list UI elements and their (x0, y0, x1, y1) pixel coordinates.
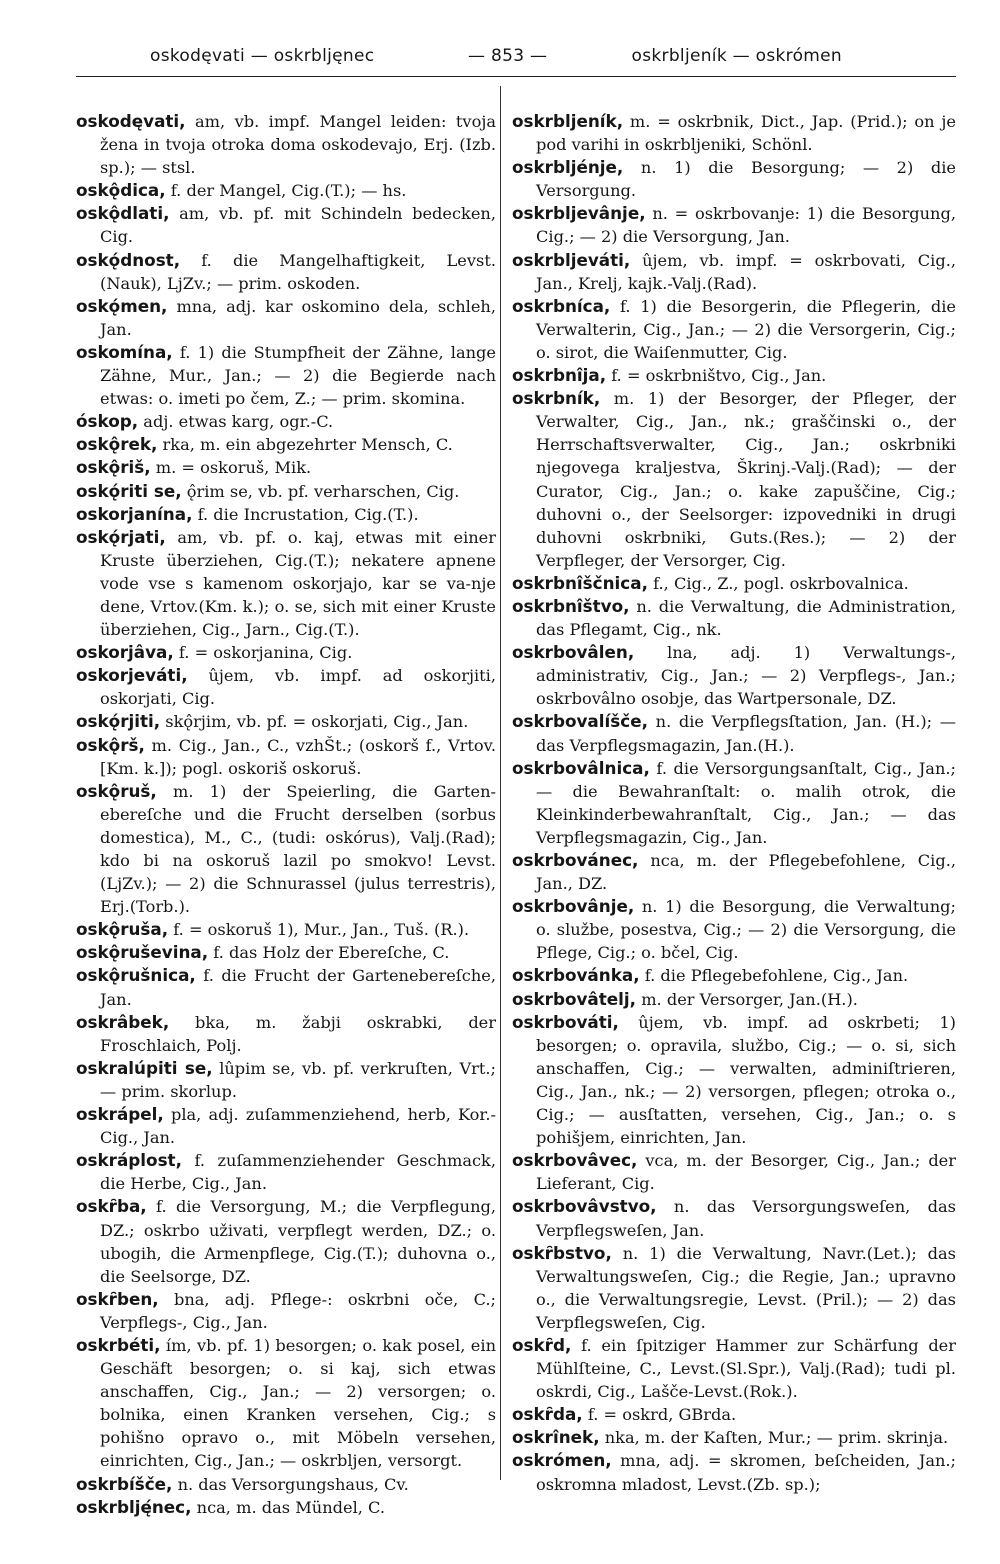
entry-definition: f. 1) die Besorgerin, die Pflegerin, die Verwalterin, Cig., Jan.; — 2) die Versorgerin, Cig.; o. sirot, die Waiſenmutter, Cig. (536, 296, 956, 362)
entry-definition: rka, m. ein abgezehrter Mensch, C. (157, 435, 453, 455)
entry-headword: oskȓbstvo, (512, 1242, 612, 1263)
entry-definition: m. 1) der Besorger, der Pfleger, der Verwalter, Cig., Jan., nk.; graščinski o., der Herrschaftsverwalter, Cig., Jan.; oskrbniki njegovega kraljestva, Škrinj.-Valj.(Rad); — der Curator, Cig., Jan.; o. kake zapuščine, Cig.; duhovni o., der Seelsorger: izpovedniki in drugi duhovni oskrbniki, Guts.(Res.); — 2) der Verpfleger, der Versorger, Cig. (536, 389, 956, 570)
entry-headword: oskrînek, (512, 1427, 600, 1448)
header-rule (76, 76, 956, 77)
dictionary-entry (76, 526, 496, 641)
entry-headword: oskǫ̂rek, (76, 434, 158, 455)
entry-headword: oskǫ̂rš, (76, 734, 145, 755)
entry-headword: oskrbljevânje, (512, 203, 646, 224)
dictionary-entry (76, 1473, 496, 1496)
entry-headword: oskǫ̂dica, (76, 180, 166, 201)
entry-definition: f. der Mangel, Cig.(T.); — hs. (165, 181, 407, 201)
entry-definition: ûjem, vb. impf. = oskrbovati, Cig., Jan., Krelj, kajk.-Valj.(Rad). (536, 250, 956, 293)
entry-headword: oskrápel, (76, 1104, 164, 1125)
entry-headword: oskrbovâlen, (512, 642, 635, 663)
entry-definition: n. 1) die Besorgung, die Verwaltung; o. službe, posestva, Cig.; — 2) die Versorgung, die Pflege, Cig.; o. bčel, Cig. (536, 897, 956, 963)
entry-definition: am, vb. pf. o. kaj, etwas mit einer Kruste überziehen, Cig.(T.); nekatere apnene vode vse s kamenom oskorjajo, kar se va-nje dene, Vrtov.(Km. k.); o. se, sich mit einer Kruste überziehen, Cig., Jarn., Cig.(T.). (100, 527, 496, 640)
dictionary-entry (76, 202, 496, 248)
dictionary-entry (512, 595, 956, 641)
dictionary-entry (512, 641, 956, 710)
entry-definition: f. die Mangelhaftigkeit, Levst. (Nauk), LjZv.; — prim. oskoden. (100, 250, 496, 293)
entry-definition: ûjem, vb. impf. ad oskrbeti; 1) besorgen; o. opravila, službo, Cig.; — o. si, sich anschaffen, Cig.; — verwalten, adminiſtrieren, Cig., Jan., nk.; — 2) versorgen, pflegen; otroka o., Cig.; — ausſtatten, versehen, Cig., Jan.; o. s pohišjem, einrichten, Jan. (536, 1012, 956, 1148)
dictionary-entry (512, 1426, 956, 1449)
entry-headword: oskrbovalíšče, (512, 711, 648, 732)
dictionary-entry (76, 456, 496, 479)
entry-definition: m. = oskrbnik, Dict., Jap. (Prid.); on je pod varihi in oskrbljeniki, Schönl. (536, 112, 956, 155)
dictionary-entry (76, 1011, 496, 1057)
entry-definition: f. zuſammenziehender Geschmack, die Herbe, Cig., Jan. (100, 1151, 496, 1194)
dictionary-entry (512, 1334, 956, 1403)
dictionary-entry (512, 757, 956, 849)
dictionary-entry (76, 480, 496, 503)
dictionary-entry (512, 202, 956, 248)
entry-headword: oskȓba, (76, 1196, 147, 1217)
entry-headword: oskrómen, (512, 1450, 612, 1471)
entry-headword: oskǫ́men, (76, 295, 168, 316)
entry-headword: oskǫ̂ruš, (76, 780, 157, 801)
dictionary-entry (512, 364, 956, 387)
entry-headword: oskrbljeník, (512, 111, 624, 131)
entry-definition: lûpim se, vb. pf. verkruſten, Vrt.; — prim. skorlup. (100, 1058, 496, 1101)
dictionary-entry (512, 1011, 956, 1150)
entry-definition: m. 1) der Speierling, die Garten-ebereſche und die Frucht derselben (sorbus domestica), M., C., (tudi: oskórus), Valj.(Rad); kdo bi na oskoruš lazil po smokvo! Levst. (LjZv.); — 2) die Schnurassel (julus terrestris), Erj.(Torb.). (100, 781, 496, 917)
dictionary-entry (512, 1242, 956, 1334)
entry-headword: oskrbováti, (512, 1011, 619, 1032)
entry-definition: f. die Versorgungsanſtalt, Cig., Jan.; — die Bewahranſtalt: o. malih otrok, die Kleinkinderbewahranſtalt, Cig., Jan.; — das Verpflegsmagazin, Cig., Jan. (536, 758, 956, 847)
entry-definition: n. 1) die Verwaltung, Navr.(Let.); das Verwaltungsweſen, Cig.; die Regie, Jan.; upravno o., die Verwaltungsregie, Levst. (Pril.); — 2) das Verpflegsweſen, Cig. (536, 1243, 956, 1332)
entry-definition: f. ein ſpitziger Hammer zur Schärfung der Mühlſteine, C., Levst.(Sl.Spr.), Valj.(Rad); tudi pl. oskrdi, Cig., Lašče-Levst.(Rok.). (536, 1335, 956, 1402)
page-number: — 853 — (468, 46, 548, 66)
dictionary-entry (512, 1449, 956, 1495)
dictionary-entry (76, 1496, 496, 1519)
entry-headword: oskomína, (76, 341, 173, 362)
entry-definition: ûjem, vb. impf. ad oskorjiti, oskorjati, Cig. (100, 666, 496, 709)
entry-definition: lna, adj. 1) Verwaltungs-, administrativ, Cig., Jan.; — 2) Verpflegs-, Jan.; oskrbovâlno osobje, das Wartpersonale, DZ. (536, 643, 956, 709)
entry-definition: f. die Incrustation, Cig.(T.). (192, 504, 419, 524)
entry-headword: oskorjeváti, (76, 665, 188, 686)
entry-headword: oskȓben, (76, 1288, 159, 1309)
entry-definition: f. das Holz der Ebereſche, C. (208, 943, 450, 963)
entry-headword: oskrâbek, (76, 1011, 170, 1032)
entry-definition: nca, m. das Mündel, C. (191, 1497, 385, 1517)
entry-definition: n. das Versorgungshaus, Cv. (172, 1474, 409, 1494)
dictionary-entry (76, 964, 496, 1010)
dictionary-entry (76, 710, 496, 733)
dictionary-entry (76, 1149, 496, 1195)
entry-headword: oskrbovâlnica, (512, 757, 650, 778)
entry-headword: oskorjâva, (76, 642, 174, 663)
entry-headword: oskrbnîja, (512, 365, 607, 386)
dictionary-entry (76, 1334, 496, 1473)
entry-headword: oskǫ́rjati, (76, 526, 166, 547)
dictionary-entry (76, 1288, 496, 1334)
header-left-guide-words: oskodęvati — oskrbljęnec (150, 46, 375, 66)
dictionary-entry (512, 1403, 956, 1426)
entry-headword: oskrbovánka, (512, 965, 640, 986)
entry-definition: f. 1) die Stumpfheit der Zähne, lange Zähne, Mur., Jan.; — 2) die Begierde nach etwas: o. imeti po čem, Z.; — prim. skomina. (100, 342, 496, 409)
entry-definition: f., Cig., Z., pogl. oskrbovalnica. (647, 573, 909, 593)
entry-definition: f. die Versorgung, M.; die Verpflegung, DZ.; oskrbo uživati, verpflegt werden, DZ.; o. ubogih, die Armenpflege, Cig.(T.); duhovna o., die Seelsorge, DZ. (100, 1197, 496, 1286)
entry-headword: oskrbéti, (76, 1334, 161, 1355)
dictionary-entry (76, 1057, 496, 1103)
entry-definition: ǫ̂rim se, vb. pf. verharschen, Cig. (181, 481, 460, 501)
entry-headword: oskǫ̂riš, (76, 457, 151, 478)
entry-definition: f. = oskrbništvo, Cig., Jan. (606, 366, 827, 386)
dictionary-entry (512, 895, 956, 964)
entry-headword: óskop, (76, 411, 139, 432)
entry-headword: oskralúpiti se, (76, 1057, 213, 1078)
entry-definition: nka, m. der Kaſten, Mur.; — prim. skrinja. (599, 1428, 949, 1448)
dictionary-entry (512, 572, 956, 595)
dictionary-entry (76, 780, 496, 919)
entry-definition: bka, m. žabji oskrabki, der Froschlaich, Polj. (100, 1012, 496, 1055)
entry-headword: oskǫ̂ruša, (76, 919, 169, 940)
entry-definition: nca, m. der Pflegebefohlene, Cig., Jan., DZ. (536, 851, 956, 894)
dictionary-entry (76, 918, 496, 941)
entry-headword: oskǫ̂rušnica, (76, 965, 196, 986)
entry-headword: oskrbljénje, (512, 157, 624, 178)
entry-definition: m. der Versorger, Jan.(H.). (636, 989, 858, 1009)
dictionary-entry (76, 295, 496, 341)
entry-definition: adj. etwas karg, ogr.-C. (138, 412, 334, 432)
dictionary-entry (76, 664, 496, 710)
dictionary-entry (76, 110, 496, 179)
dictionary-entry (76, 1195, 496, 1287)
dictionary-entry (512, 156, 956, 202)
dictionary-entry (512, 1149, 956, 1195)
entry-headword: oskȓd, (512, 1334, 572, 1355)
entry-headword: oskrbovâvstvo, (512, 1196, 657, 1217)
entry-definition: n. = oskrbovanje: 1) die Besorgung, Cig.; — 2) die Versorgung, Jan. (536, 204, 956, 247)
entry-definition: am, vb. pf. mit Schindeln bedecken, Cig. (100, 204, 496, 247)
entry-definition: n. die Verpflegsſtation, Jan. (H.); — das Verpflegsmagazin, Jan.(H.). (536, 712, 956, 755)
entry-definition: mna, adj. kar oskomino dela, schleh, Jan. (100, 296, 496, 339)
entry-headword: oskǫ́dnost, (76, 249, 181, 270)
entry-definition: m. = oskoruš, Mik. (150, 458, 312, 478)
entry-headword: oskǫ̂ruševina, (76, 942, 209, 963)
entry-definition: n. 1) die Besorgung; — 2) die Versorgung. (536, 158, 956, 201)
dictionary-entry (512, 710, 956, 756)
entry-definition: am, vb. impf. Mangel leiden: tvoja žena in tvoja otroka doma oskodevajo, Erj. (Izb. sp.); — stsl. (100, 112, 496, 178)
right-column (512, 110, 956, 1496)
entry-definition: f. = oskrd, GBrda. (582, 1405, 737, 1425)
dictionary-entry (76, 341, 496, 410)
entry-definition: f. = oskoruš 1), Mur., Jan., Tuš. (R.). (168, 920, 470, 940)
dictionary-entry (512, 1195, 956, 1241)
dictionary-entry (76, 410, 496, 433)
entry-headword: oskráplost, (76, 1150, 182, 1171)
entry-headword: oskrbnîštvo, (512, 595, 630, 616)
dictionary-entry (76, 641, 496, 664)
dictionary-entry (512, 110, 956, 156)
entry-definition: vca, m. der Besorger, Cig., Jan.; der Lieferant, Cig. (536, 1151, 956, 1194)
entry-definition: skǫ̂rjim, vb. pf. = oskorjati, Cig., Jan. (160, 712, 469, 732)
entry-headword: oskrbljeváti, (512, 249, 631, 270)
entry-headword: oskrbíšče, (76, 1473, 173, 1494)
entry-definition: f. die Pflegebefohlene, Cig., Jan. (639, 966, 909, 986)
entry-definition: mna, adj. = skromen, beſcheiden, Jan.; oskromna mladost, Levst.(Zb. sp.); (536, 1451, 956, 1494)
dictionary-entry (512, 387, 956, 572)
entry-headword: oskrbník, (512, 388, 601, 409)
entry-definition: m. Cig., Jan., C., vzhŠt.; (oskorš f., Vrtov.[Km. k.]); pogl. oskoriš oskoruš. (100, 735, 496, 778)
column-separator (500, 86, 501, 1480)
entry-definition: n. das Versorgungsweſen, das Verpflegsweſen, Jan. (536, 1197, 956, 1240)
dictionary-entry (512, 849, 956, 895)
dictionary-entry (76, 734, 496, 780)
dictionary-entry (76, 433, 496, 456)
entry-headword: oskrbovânje, (512, 896, 635, 917)
entry-headword: oskrblję́nec, (76, 1496, 192, 1517)
dictionary-entry (76, 249, 496, 295)
entry-headword: oskrbníca, (512, 295, 611, 316)
dictionary-entry (76, 179, 496, 202)
entry-definition: bna, adj. Pflege-: oskrbni oče, C.; Verpflegs-, Cig., Jan. (100, 1289, 496, 1332)
entry-headword: oskǫ̂dlati, (76, 203, 170, 224)
entry-definition: n. die Verwaltung, die Administration, das Pflegamt, Cig., nk. (536, 596, 956, 640)
entry-headword: oskodęvati, (76, 111, 186, 131)
entry-headword: oskrbnîščnica, (512, 572, 648, 593)
entry-headword: oskrbovâtelj, (512, 988, 637, 1009)
entry-headword: oskǫ́riti se, (76, 480, 182, 501)
left-column (76, 110, 496, 1519)
dictionary-entry (512, 988, 956, 1011)
entry-definition: pla, adj. zuſammenziehend, herb, Kor.-Cig., Jan. (100, 1105, 496, 1148)
entry-headword: oskȓda, (512, 1404, 583, 1425)
running-header (76, 46, 954, 74)
entry-headword: oskǫ́rjiti, (76, 711, 161, 732)
entry-headword: oskrbovâvec, (512, 1150, 638, 1171)
dictionary-entry (76, 503, 496, 526)
dictionary-entry (512, 295, 956, 364)
entry-definition: ím, vb. pf. 1) besorgen; o. kak posel, ein Geschäft besorgen; o. si kaj, sich etwas anschaffen, Cig., Jan.; — 2) versorgen; o. bolnika, einen Kranken versehen, Cig.; s pohišno opravo o., mit Möbeln versehen, einrichten, Cig., Jan.; — oskrbljen, versorgt. (100, 1335, 496, 1471)
dictionary-entry (512, 964, 956, 987)
entry-definition: f. die Frucht der Gartenebereſche, Jan. (100, 966, 496, 1009)
entry-definition: f. = oskorjanina, Cig. (173, 643, 353, 663)
dictionary-entry (512, 249, 956, 295)
dictionary-entry (76, 941, 496, 964)
dictionary-entry (76, 1103, 496, 1149)
entry-headword: oskorjanína, (76, 503, 193, 524)
entry-headword: oskrbovánec, (512, 850, 639, 870)
header-right-guide-words: oskrbljeník — oskrómen (631, 46, 842, 66)
